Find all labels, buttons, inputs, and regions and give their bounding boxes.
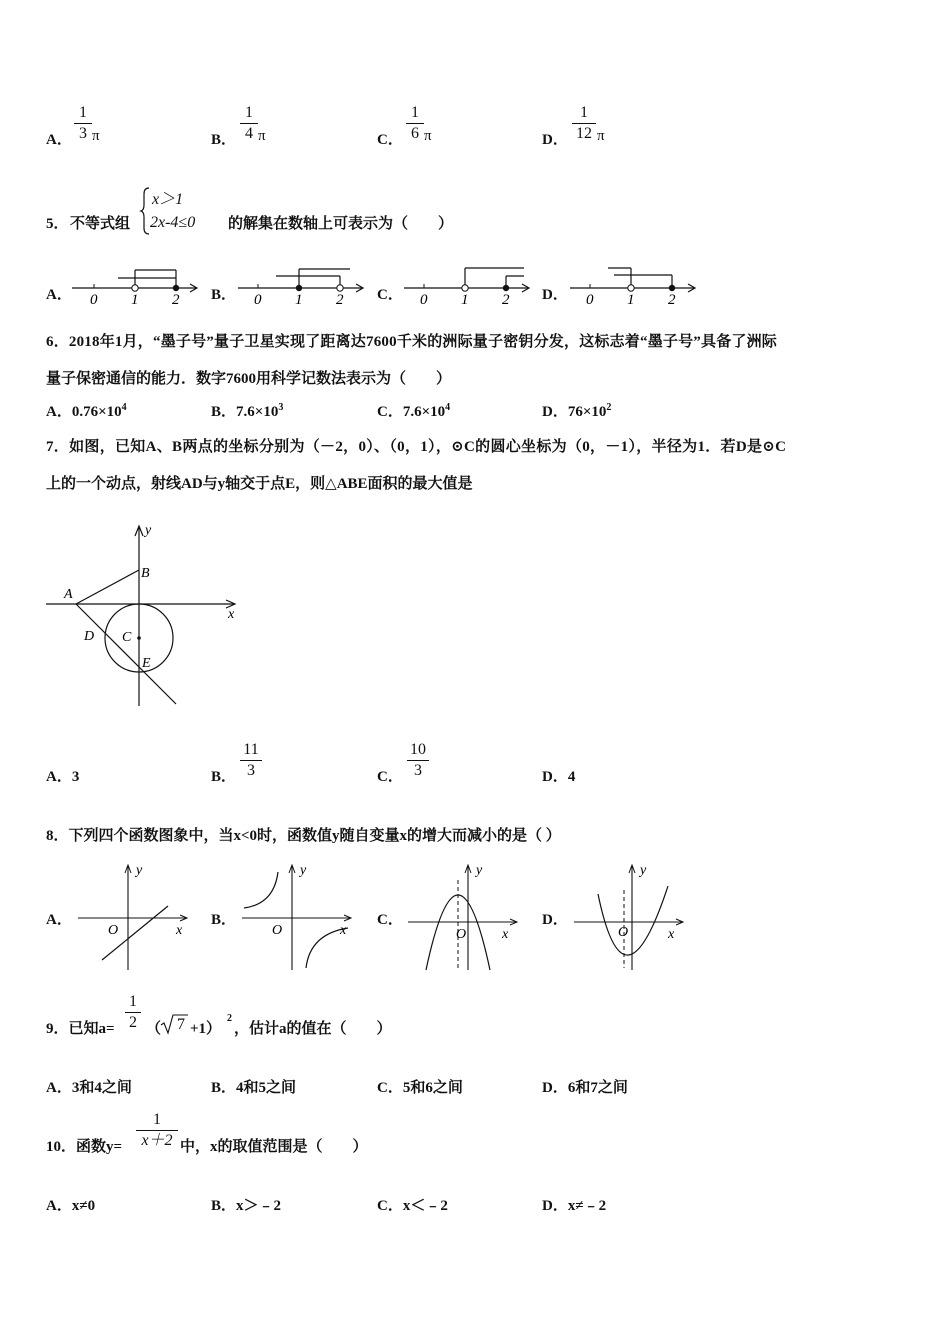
- fraction-half: [125, 993, 141, 1032]
- option-label: D．: [542, 769, 568, 785]
- option-exponent: 3: [278, 402, 284, 413]
- question-line-1: 7．如图，已知A、B两点的坐标分别为（－2，0）、（0，1），⊙C的圆心坐标为（0，－1），半径为1．若D是⊙C: [46, 439, 787, 455]
- x-label: x: [502, 927, 509, 942]
- pi-symbol: π: [597, 128, 605, 144]
- tick-0: 0: [254, 292, 262, 308]
- option-label: A．: [46, 404, 72, 420]
- option-base: 7.6×10: [402, 404, 446, 420]
- y-label: y: [145, 523, 152, 538]
- option-c: C．5和6之间: [377, 1080, 463, 1096]
- question-number: 5．: [46, 216, 69, 232]
- tick-1: 1: [131, 292, 139, 308]
- sqrt-sign: [160, 1013, 190, 1035]
- numerator: 1: [580, 104, 588, 121]
- number-line-a: [70, 264, 200, 308]
- option-base: 7.6×10: [236, 404, 279, 420]
- tick-2: 2: [336, 292, 344, 308]
- option-exponent: 2: [606, 402, 612, 413]
- graph-d: [570, 860, 690, 972]
- numerator: 1: [245, 104, 253, 121]
- question-text: 8．下列四个函数图象中，当x<0时，函数值y随自变量x的增大而减小的是（ ）: [46, 828, 561, 844]
- tick-1: 1: [627, 292, 635, 308]
- question-suffix: 的解集在数轴上可表示为（ ）: [228, 216, 454, 232]
- question-line-2: 量子保密通信的能力．数字7600用科学记数法表示为（ ）: [46, 371, 452, 387]
- origin-label: O: [618, 925, 629, 940]
- question-suffix: ，估计a的值在（ ）: [234, 1021, 392, 1037]
- question-prefix: 9．已知a=: [46, 1021, 115, 1037]
- option-d: [542, 400, 611, 421]
- question-prefix: 不等式组: [70, 216, 131, 232]
- option-b-label: B．: [211, 287, 237, 303]
- option-label: C．: [377, 404, 403, 420]
- point-d-label: D: [84, 629, 95, 644]
- option-c: C．x＜﹣2: [377, 1198, 448, 1214]
- option-a: A．x≠0: [46, 1198, 96, 1214]
- x-label: x: [176, 923, 183, 938]
- inequality-1: x＞1: [152, 191, 184, 208]
- option-c-label: C．: [377, 132, 403, 148]
- ray-ad: [76, 604, 176, 704]
- origin-label: O: [456, 927, 467, 942]
- option-c-label: C．: [377, 769, 403, 785]
- option-c: [377, 400, 450, 421]
- tick-2: 2: [502, 292, 510, 308]
- option-base: 0.76×10: [71, 404, 122, 420]
- option-c-fraction: [406, 104, 424, 143]
- number-line-c: [402, 264, 532, 308]
- option-exponent: 4: [445, 402, 451, 413]
- option-exponent: 4: [121, 402, 127, 413]
- number-line-d: [568, 264, 698, 308]
- option-a: [46, 765, 79, 786]
- option-b: [211, 400, 283, 421]
- x-label: x: [668, 927, 675, 942]
- option-label: B．: [211, 404, 237, 420]
- pi-symbol: π: [92, 128, 100, 144]
- option-d: D．x≠﹣2: [542, 1198, 607, 1214]
- y-label: y: [640, 863, 647, 878]
- option-d-fraction: [572, 104, 596, 143]
- tick-2: 2: [668, 292, 676, 308]
- x-label: x: [228, 607, 235, 622]
- option-b: B．x＞﹣2: [211, 1198, 282, 1214]
- inequality-2: 2x‐4≤0: [150, 214, 196, 231]
- y-label: y: [476, 863, 483, 878]
- option-label: A．: [46, 769, 72, 785]
- option-a: A．3和4之间: [46, 1080, 132, 1096]
- y-label: y: [136, 863, 143, 878]
- question-line-1: 6．2018年1月，“墨子号”量子卫星实现了距离达7600千米的洲际量子密钥分发，这标志着“墨子号”具备了洲际: [46, 334, 778, 350]
- option-a-label: A．: [46, 132, 72, 148]
- numerator: 11: [243, 741, 259, 758]
- point-a-label: A: [64, 587, 73, 602]
- tick-0: 0: [90, 292, 98, 308]
- denominator: 6: [411, 125, 419, 142]
- point-e-label: E: [142, 656, 151, 671]
- denominator: 3: [247, 762, 255, 779]
- option-d: [542, 765, 575, 786]
- x-label: x: [340, 923, 347, 938]
- numerator: 10: [410, 741, 426, 758]
- q7-figure: [44, 520, 244, 710]
- question-line-2: 上的一个动点，射线AD与y轴交于点E，则△ABE面积的最大值是: [46, 476, 473, 492]
- option-a-fraction: [74, 104, 92, 143]
- numerator: 1: [411, 104, 419, 121]
- fraction-1-over-x-plus-2: [136, 1111, 178, 1150]
- numerator: 1: [129, 993, 137, 1010]
- tick-0: 0: [586, 292, 594, 308]
- denominator: 12: [576, 125, 592, 142]
- radicand: 7: [177, 1016, 185, 1033]
- origin-label: O: [108, 923, 119, 938]
- tick-0: 0: [420, 292, 428, 308]
- option-label: D．: [542, 404, 568, 420]
- option-b-label: B．: [211, 769, 237, 785]
- tick-2: 2: [172, 292, 180, 308]
- option-d: D．6和7之间: [542, 1080, 628, 1096]
- origin-label: O: [272, 923, 283, 938]
- option-b-fraction: [240, 741, 262, 780]
- option-value: 4: [567, 769, 576, 785]
- option-a-label: A．: [46, 287, 72, 303]
- pi-symbol: π: [258, 128, 266, 144]
- point-b-label: B: [141, 566, 150, 581]
- option-c-fraction: [407, 741, 429, 780]
- question-suffix: 中，x的取值范围是（ ）: [180, 1139, 368, 1155]
- power: 2: [227, 1013, 232, 1024]
- segment-ab: [76, 570, 139, 604]
- option-c-label: C．: [377, 287, 403, 303]
- option-b-fraction: [240, 104, 258, 143]
- option-base: 76×10: [567, 404, 607, 420]
- option-a: [46, 400, 127, 421]
- denominator: 4: [245, 125, 253, 142]
- point-c-label: C: [122, 630, 132, 645]
- option-b: B．4和5之间: [211, 1080, 297, 1096]
- option-c-label: C．: [377, 912, 403, 928]
- option-b-label: B．: [211, 912, 237, 928]
- denominator: x＋2: [141, 1132, 173, 1149]
- tick-1: 1: [295, 292, 303, 308]
- tick-1: 1: [461, 292, 469, 308]
- pi-symbol: π: [424, 128, 432, 144]
- denominator: 3: [79, 125, 87, 142]
- numerator: 1: [153, 1111, 161, 1128]
- denominator: 3: [414, 762, 422, 779]
- open-paren: （: [146, 1021, 162, 1037]
- option-d-label: D．: [542, 912, 568, 928]
- paren-rest: +1）: [190, 1021, 222, 1037]
- numerator: 1: [79, 104, 87, 121]
- option-value: 3: [71, 769, 80, 785]
- graph-b: [238, 860, 358, 972]
- option-d-label: D．: [542, 287, 568, 303]
- option-b-label: B．: [211, 132, 237, 148]
- denominator: 2: [129, 1014, 137, 1031]
- graph-c: [404, 860, 524, 972]
- graph-a: [74, 860, 194, 972]
- y-label: y: [300, 863, 307, 878]
- number-line-b: [236, 264, 366, 308]
- question-prefix: 10．函数y=: [46, 1139, 123, 1155]
- option-a-label: A．: [46, 912, 72, 928]
- option-d-label: D．: [542, 132, 568, 148]
